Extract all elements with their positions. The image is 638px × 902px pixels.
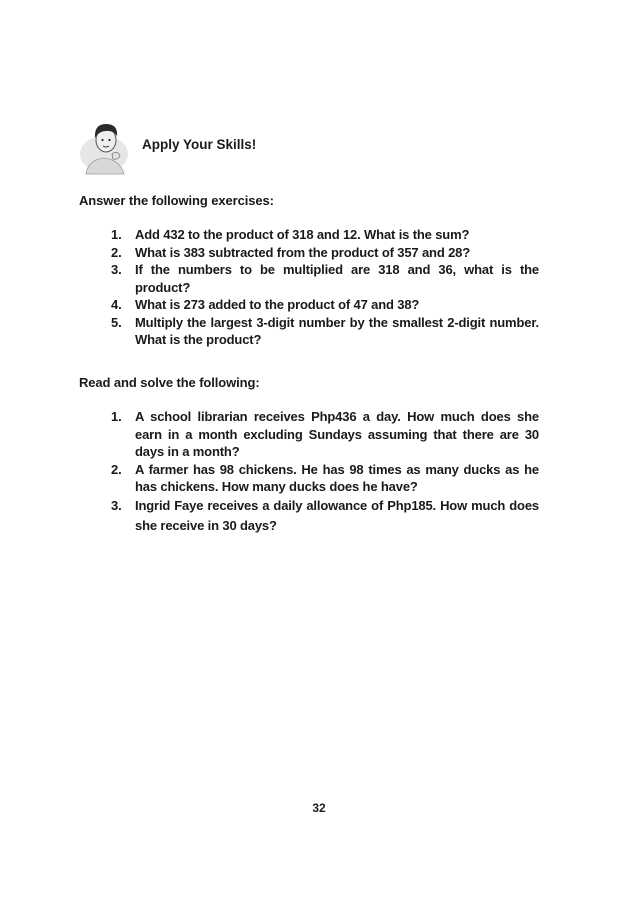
item-number: 3. — [111, 262, 122, 277]
list-item — [79, 261, 539, 296]
item-number: 1. — [111, 409, 122, 424]
exercise-list — [79, 226, 539, 349]
item-number: 2. — [111, 244, 122, 260]
word-problem-list — [79, 408, 539, 536]
section-instruction: Answer the following exercises: — [79, 193, 274, 208]
list-item — [79, 314, 539, 349]
item-text: Multiply the largest 3-digit number by the smallest 2-digit number. What is the product? — [135, 314, 539, 347]
list-item — [79, 226, 539, 244]
list-item — [79, 296, 539, 314]
item-text: What is 383 subtracted from the product of 357 and 28? — [135, 244, 471, 260]
list-item — [79, 244, 539, 262]
word-problem-section — [79, 375, 539, 536]
item-number: 4. — [111, 297, 122, 312]
item-text: A farmer has 98 chickens. He has 98 times as many ducks as he has chickens. How many ducks does he have? — [135, 461, 539, 494]
item-number: 1. — [111, 227, 122, 242]
item-number: 3. — [111, 497, 122, 513]
item-text: If the numbers to be multiplied are 318 and 36, what is the product? — [135, 262, 539, 295]
student-face-icon — [80, 116, 136, 176]
item-text: What is 273 added to the product of 47 and 38? — [135, 297, 420, 312]
section-header — [80, 116, 256, 176]
list-item — [79, 461, 539, 496]
item-text: A school librarian receives Php436 a day. How much does she earn in a month excluding Sundays assuming that there are 30 days in a month? — [135, 409, 539, 459]
header-title: Apply Your Skills! — [142, 136, 257, 152]
list-item — [79, 408, 539, 461]
item-number: 2. — [111, 461, 122, 477]
section-instruction: Read and solve the following: — [79, 375, 260, 390]
item-text: Ingrid Faye receives a daily allowance of Php185. How much does she receive in 30 days? — [135, 497, 539, 533]
list-item — [79, 496, 539, 536]
page-number: 32 — [312, 801, 326, 815]
exercise-section — [79, 193, 539, 349]
item-text: Add 432 to the product of 318 and 12. What is the sum? — [135, 227, 470, 242]
item-number: 5. — [111, 314, 122, 330]
